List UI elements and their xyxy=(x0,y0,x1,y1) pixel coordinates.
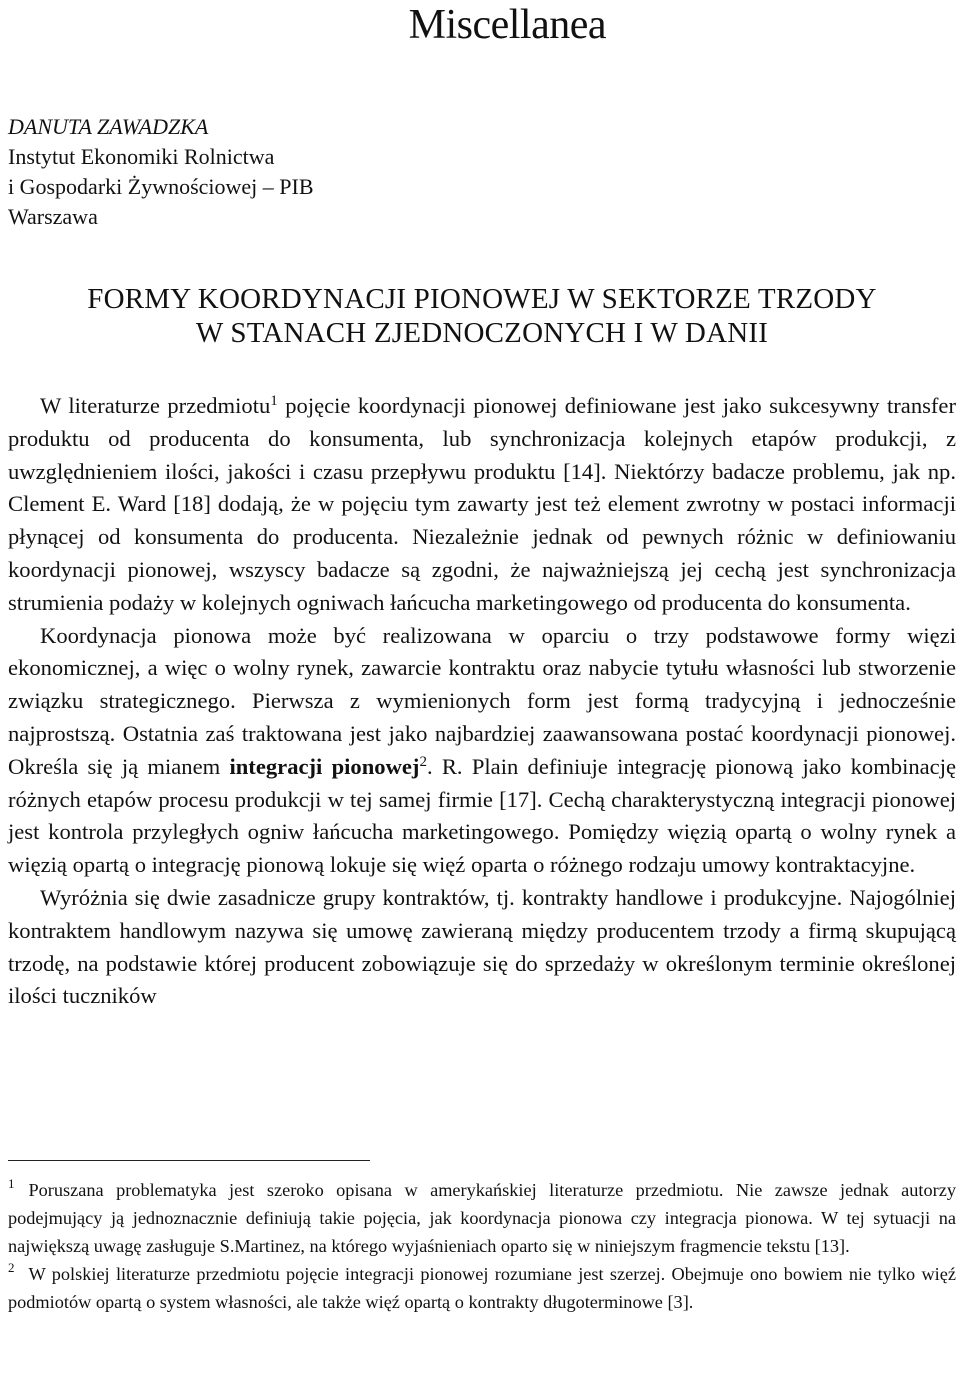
bold-term: integracji pionowej xyxy=(229,753,420,779)
footnote-1-text: Poruszana problematyka jest szeroko opisana w amerykańskiej literaturze przedmiotu. Nie zawsze jednak autorzy podejmujący ją jednoznacznie definiują takie pojęcia, jak koordynacja pionowa czy integracja pionowa. W tej sytuacji na największą uwagę zasługuje S.Martinez, na którego wyjaśnieniach oparto się w niniejszym fragmencie tekstu [13]. xyxy=(8,1180,956,1256)
paragraph-2 xyxy=(8,620,956,882)
affiliation-line-2: i Gospodarki Żywnościowej – PIB xyxy=(8,174,314,199)
paragraph-1 xyxy=(8,390,956,620)
footnotes xyxy=(8,1176,956,1316)
author-name: DANUTA ZAWADZKA xyxy=(8,114,209,139)
article-title xyxy=(8,282,956,350)
paragraph-1-rest: pojęcie koordynacji pionowej definiowane jest jako sukcesywny transfer produktu od producenta do konsumenta, lub synchronizacja kolejnych etapów produkcji, z uwzględnieniem ilości, jakości i czasu przepływu produktu [14]. Niektórzy badacze problemu, jak np. Clement E. Ward [18] dodają, że w pojęciu tym zawarty jest też element zwrotny w postaci informacji płynącej od konsumenta do producenta. Niezależnie jednak od pewnych różnic w definiowaniu koordynacji pionowej, wszyscy badacze są zgodni, że najważniejszą jej cechą jest synchronizacja strumienia podaży w kolejnych ogniwach łańcucha marketingowego od producenta do konsumenta. xyxy=(8,393,956,615)
affiliation-line-1: Instytut Ekonomiki Rolnictwa xyxy=(8,144,275,169)
author-block xyxy=(8,112,956,232)
paragraph-2-rest: . R. Plain definiuje integrację pionową jako kombinację różnych etapów procesu produkcji w tej samej firmie [17]. Cechą charakterystyczną integracji pionowej jest kontrola przyległych ogniw łańcucha marketingowego. Pomiędzy więzią opartą o wolny rynek a więzią opartą o integrację pionową lokuje się więź oparta o różnego rodzaju umowy kontraktacyjne. xyxy=(8,753,957,878)
footnote-ref-2: 2 xyxy=(419,753,427,770)
footnote-1-mark: 1 xyxy=(8,1176,15,1191)
footnote-2-text: W polskiej literaturze przedmiotu pojęcie integracji pionowej rozumiane jest szerzej. Obejmuje ono bowiem nie tylko więź podmiotów opartą o system własności, ale także więź opartą o kontrakty długoterminowe [3]. xyxy=(8,1264,956,1312)
footnote-2-mark: 2 xyxy=(8,1260,15,1275)
article-title-line-1: FORMY KOORDYNACJI PIONOWEJ W SEKTORZE TRZODY xyxy=(87,283,877,315)
paragraph-1-start: W literaturze przedmiotu xyxy=(40,393,271,418)
body-text xyxy=(8,390,956,1013)
footnote-ref-1: 1 xyxy=(270,393,278,409)
footnote-2 xyxy=(8,1260,956,1316)
paragraph-3: Wyróżnia się dwie zasadnicze grupy kontraktów, tj. kontrakty handlowe i produkcyjne. Najogólniej kontraktem handlowym nazywa się umowę zawieraną między producentem trzody a firmą skupującą trzodę, na podstawie której producent zobowiązuje się do sprzedaży w określonym terminie określonej ilości tuczników xyxy=(8,884,956,1009)
affiliation-line-3: Warszawa xyxy=(8,204,98,229)
article-title-line-2: W STANACH ZJEDNOCZONYCH I W DANII xyxy=(195,317,769,349)
document-page xyxy=(8,0,956,1013)
footnote-separator xyxy=(8,1160,370,1161)
footnote-1 xyxy=(8,1176,956,1260)
paragraph-2-start: Koordynacja pionowa może być realizowana w oparciu o trzy podstawowe formy więzi ekonomicznej, a więc o wolny rynek, zawarcie kontraktu oraz nabycie tytułu własności lub stworzenie związku strategicznego. Pierwsza z wymienionych form jest formą tradycyjną i jednocześnie najprostszą. Ostatnia zaś traktowana jest jako najbardziej zaawansowana postać koordynacji pionowej. Określa się ją mianem xyxy=(8,622,956,779)
section-title: Miscellanea xyxy=(408,2,606,48)
